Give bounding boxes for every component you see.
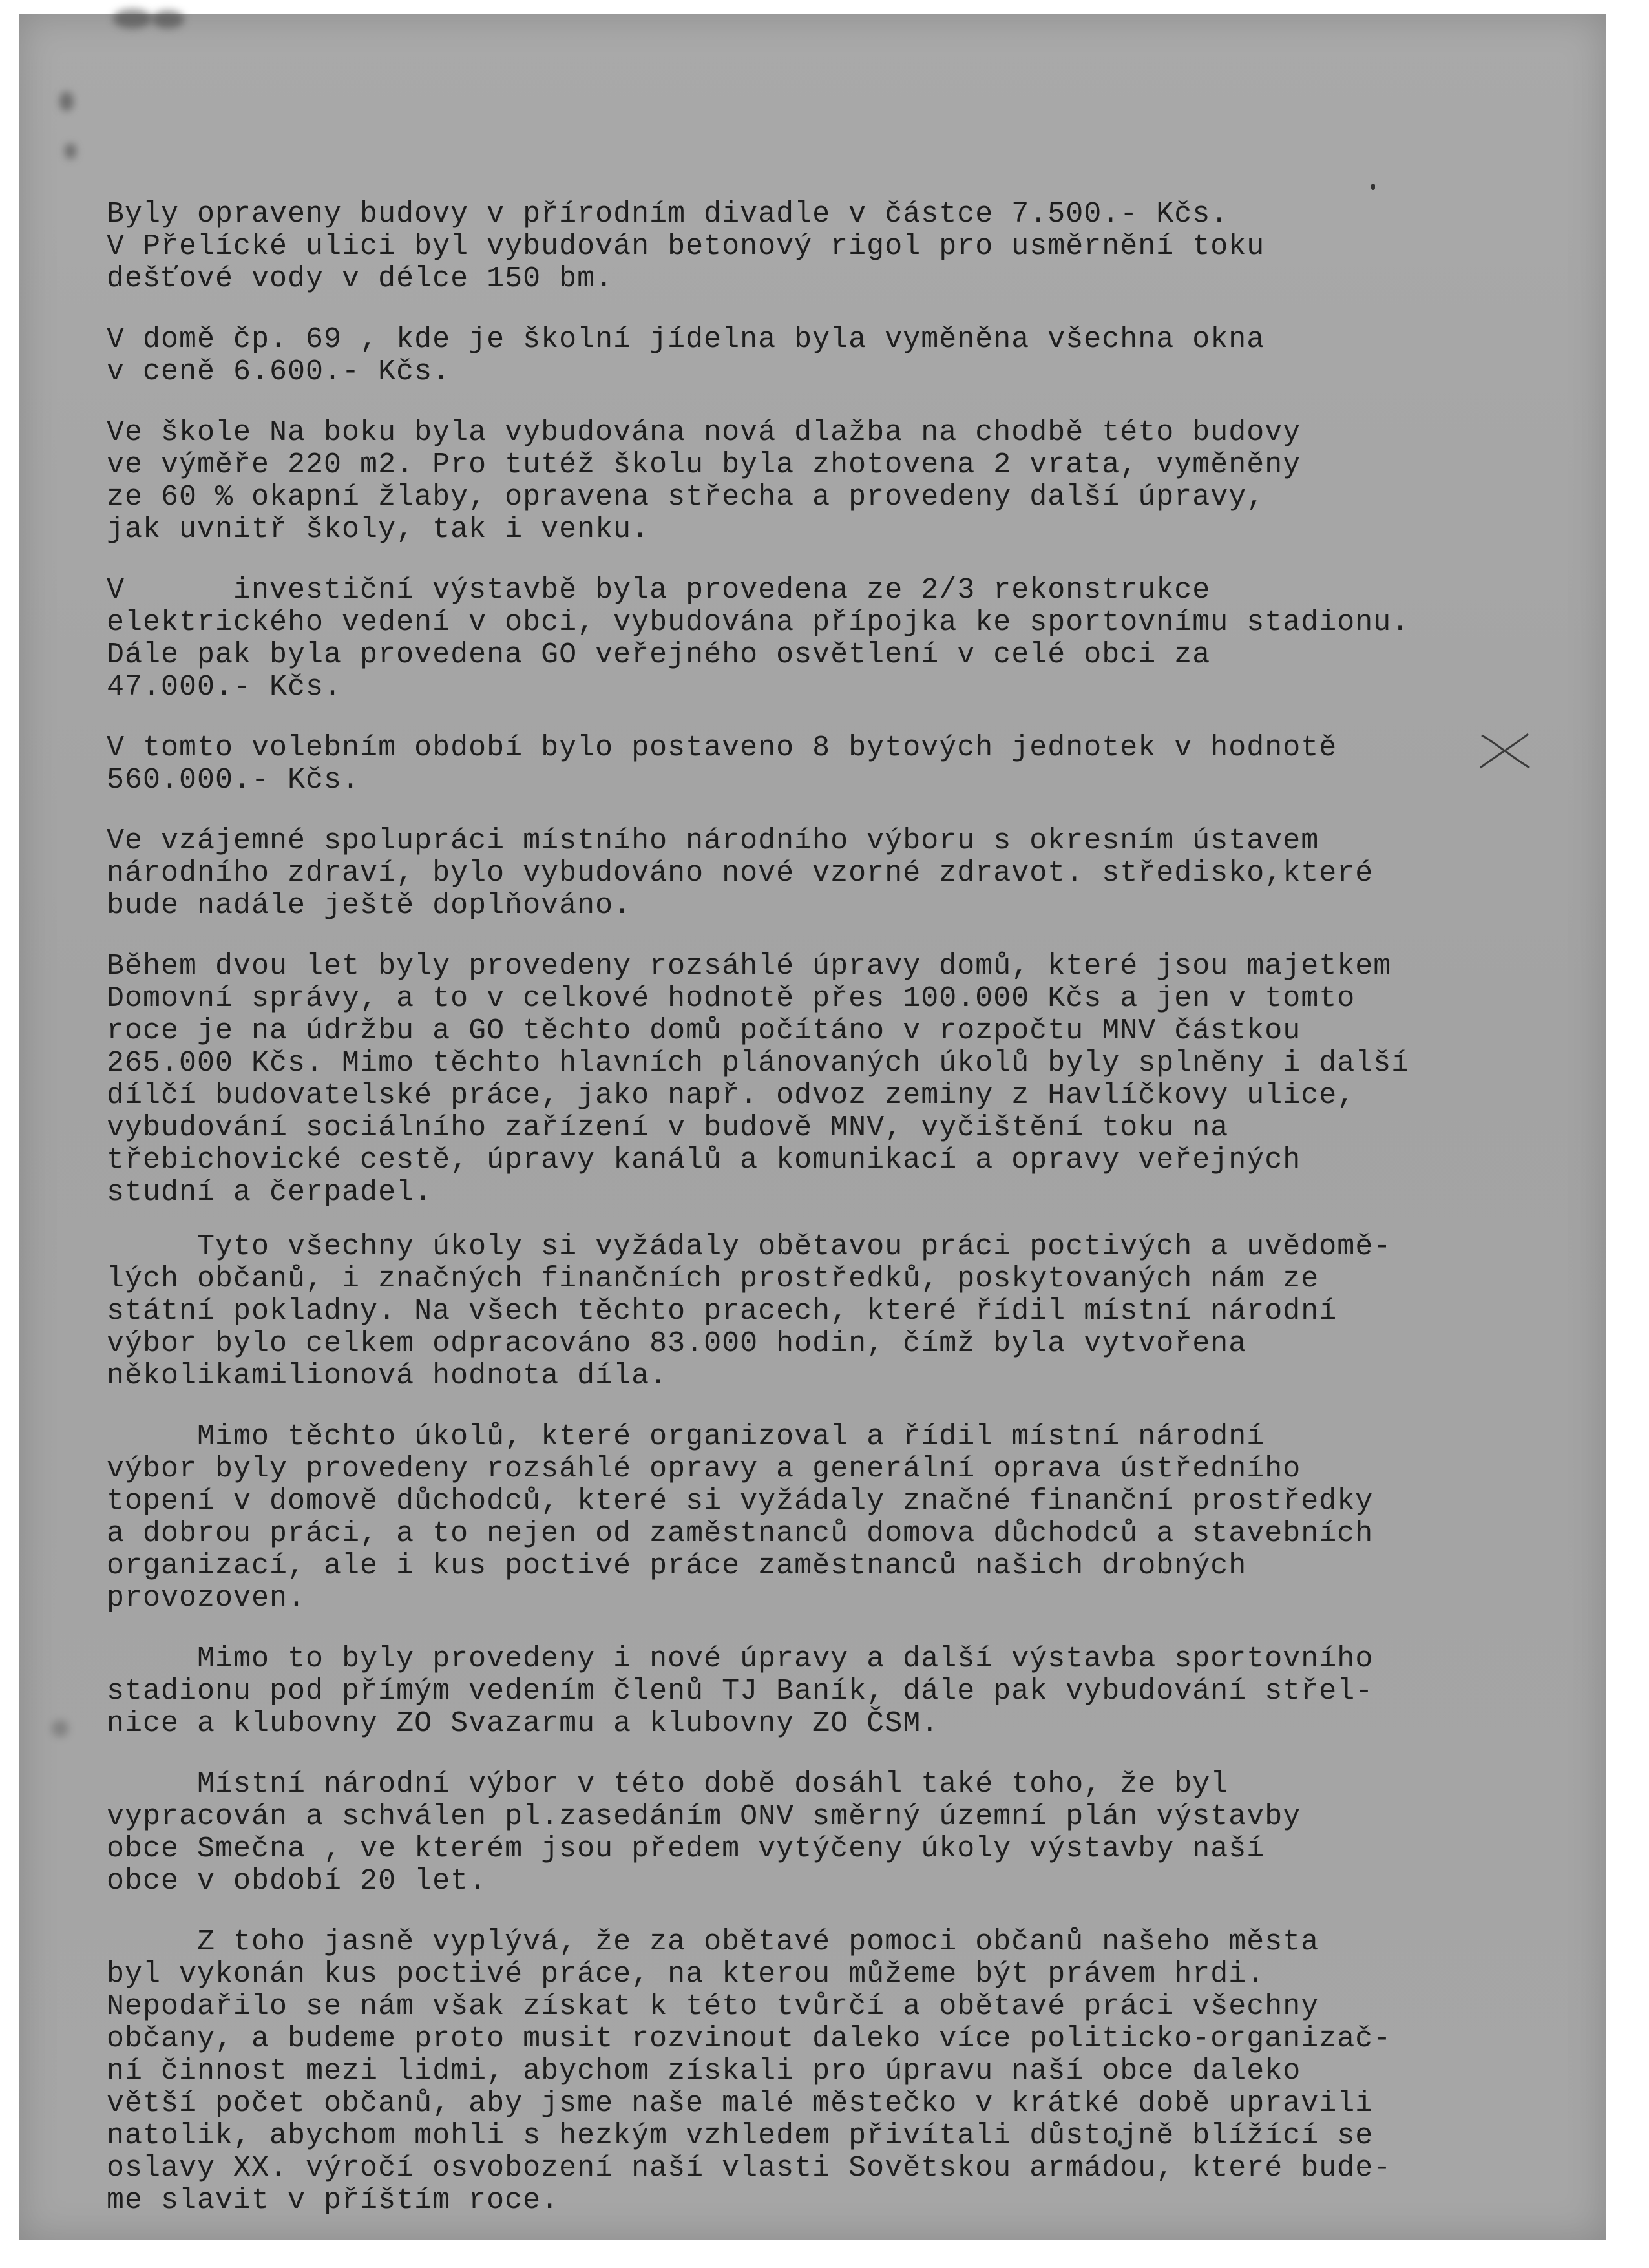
smudge-mark	[113, 9, 152, 28]
paragraph-retirement-home: Mimo těchto úkolů, které organizoval a řídil místní národní výbor byly provedeny rozsáhlé opravy a generální oprava ústředního topení v domově důchodců, které si vyžádaly značné finanční prostředky a dobrou práci, a to nejen od zaměstnanců domova důchodců a stavebních organizací, ale i kus poctivé práce zaměstnanců našich drobných provozoven.	[107, 1420, 1374, 1615]
smudge-mark	[152, 10, 184, 28]
document-page	[19, 14, 1606, 2240]
paragraph-housing-units: V tomto volebním období bylo postaveno 8 bytových jednotek v hodnotě 560.000.- Kčs.	[107, 731, 1338, 797]
paragraph-school-canteen: V domě čp. 69 , kde je školní jídelna byla vyměněna všechna okna v ceně 6.600.- Kčs.	[107, 323, 1265, 388]
smudge-mark	[52, 1720, 68, 1737]
paragraph-sports-stadium: Mimo to byly provedeny i nové úpravy a další výstavba sportovního stadionu pod přímým vedením členů TJ Baník, dále pak vybudování střel- nice a klubovny ZO Svazarmu a klubovny ZO ČSM.	[107, 1643, 1374, 1740]
paragraph-volunteer-work: Tyto všechny úkoly si vyžádaly obětavou práci poctivých a uvědomě- lých občanů, i značných finančních prostředků, poskytovaných nám ze státní pokladny. Na všech těchto pracech, které řídil místní národní výbor bylo celkem odpracováno 83.000 hodin, čímž byla vytvořena několikamilionová hodnota díla.	[107, 1230, 1392, 1392]
paragraph-investment-construction: V investiční výstavbě byla provedena ze 2/3 rekonstrukce elektrického vedení v obci, vybudována přípojka ke sportovnímu stadionu. Dále pak byla provedena GO veřejného osvětlení v celé obci za 47.000.- Kčs.	[107, 574, 1410, 704]
smudge-mark	[65, 143, 76, 159]
page-dot	[1371, 184, 1375, 190]
paragraph-theater-rigol: Byly opraveny budovy v přírodním divadle v částce 7.500.- Kčs. V Přelícké ulici byl vybudován betonový rigol pro usměrnění toku dešťové vody v délce 150 bm.	[107, 198, 1265, 295]
paragraph-school-na-boku: Ve škole Na boku byla vybudována nová dlažba na chodbě této budovy ve výměře 220 m2. Pro tutéž školu byla zhotovena 2 vrata, vyměněny ze 60 % okapní žlaby, opravena střecha a provedeny další úpravy, jak uvnitř školy, tak i venku.	[107, 416, 1301, 546]
paragraph-house-repairs: Během dvou let byly provedeny rozsáhlé úpravy domů, které jsou majetkem Domovní správy, a to v celkové hodnotě přes 100.000 Kčs a jen v tomto roce je na údržbu a GO těchto domů počítáno v rozpočtu MNV částkou 265.000 Kčs. Mimo těchto hlavních plánovaných úkolů byly splněny i další dílčí budovatelské práce, jako např. odvoz zeminy z Havlíčkovy ulice, vybudování sociálního zařízení v budově MNV, vyčištění toku na třebichovické cestě, úpravy kanálů a komunikací a opravy veřejných studní a čerpadel.	[107, 950, 1410, 1209]
paragraph-health-center: Ve vzájemné spolupráci místního národního výboru s okresním ústavem národního zdraví, bylo vybudováno nové vzorné zdravot. středisko,které bude nadále ještě doplňováno.	[107, 824, 1374, 922]
smudge-mark	[59, 92, 74, 111]
typewritten-text	[107, 198, 1502, 2217]
paragraph-zoning-plan: Místní národní výbor v této době dosáhl také toho, že byl vypracován a schválen pl.zasedáním ONV směrný územní plán výstavby obce Smečna , ve kterém jsou předem vytýčeny úkoly výstavby naší obce v období 20 let.	[107, 1768, 1301, 1898]
paragraph-conclusion: Z toho jasně vyplývá, že za obětavé pomoci občanů našeho města byl vykonán kus poctivé práce, na kterou můžeme být právem hrdi. Nepodařilo se nám však získat k této tvůrčí a obětavé práci všechny občany, a budeme proto musit rozvinout daleko více politicko-organizač- ní činnost mezi lidmi, abychom získali pro úpravu naší obce daleko větší počet občanů, aby jsme naše malé městečko v krátké době upravili natolik, abychom mohli s hezkým vzhledem přivítali důstojně blížící se oslavy XX. výročí osvobození naší vlasti Sovětskou armádou, které bude- me slavit v příštím roce.	[107, 1926, 1392, 2217]
